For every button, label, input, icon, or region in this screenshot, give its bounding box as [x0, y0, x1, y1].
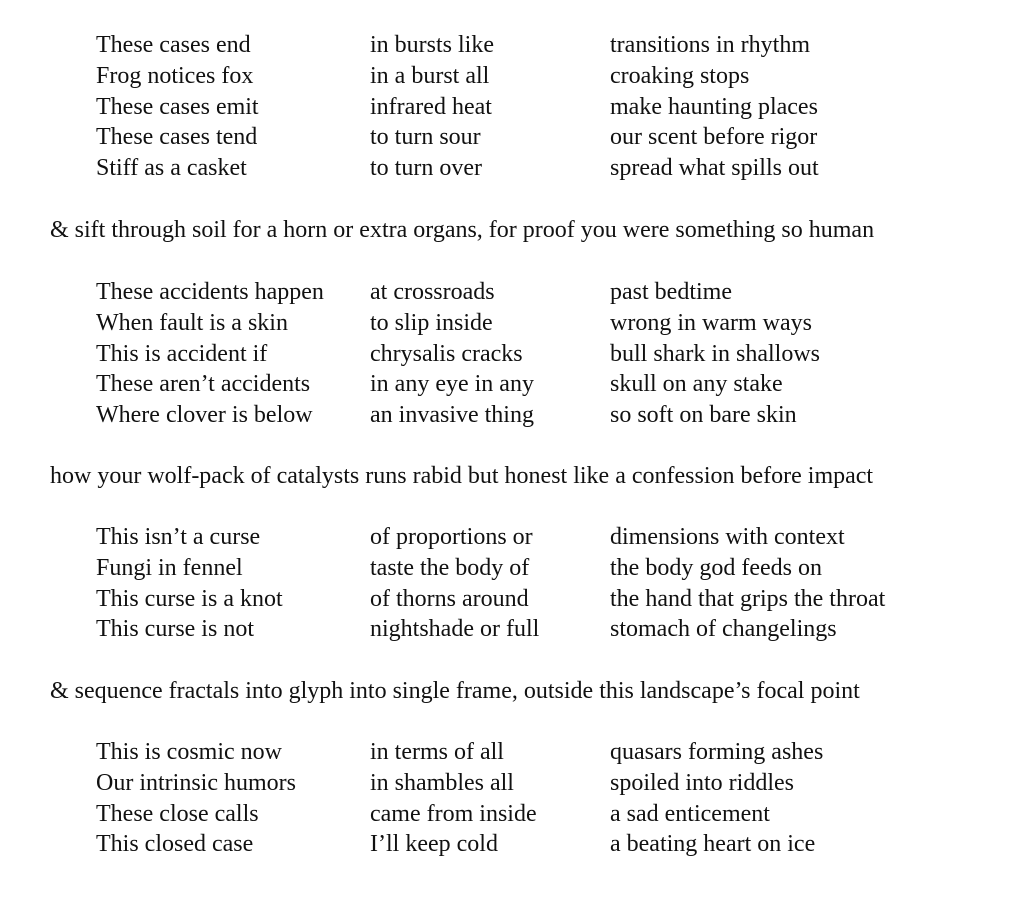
- line-col-3: the hand that grips the throat: [610, 585, 886, 612]
- line-col-1: Fungi in fennel: [96, 554, 243, 581]
- line-col-1: These close calls: [96, 800, 259, 827]
- poem-line: [96, 768, 996, 799]
- line-col-1: These cases end: [96, 32, 251, 58]
- poem-line: [96, 277, 996, 308]
- poem-line: [96, 400, 996, 431]
- line-col-1: These cases tend: [96, 124, 258, 151]
- stanza-1: [96, 30, 996, 184]
- stanza-4: [96, 737, 996, 860]
- line-col-1: Our intrinsic humors: [96, 769, 296, 796]
- poem-line: [96, 584, 996, 615]
- line-col-2: to turn over: [370, 155, 482, 181]
- poem-line: [96, 122, 996, 153]
- line-col-3: stomach of changelings: [610, 616, 837, 643]
- bridge-line-1: & sift through soil for a horn or extra organs, for proof you were something so human: [50, 217, 875, 243]
- line-col-3: skull on any stake: [610, 371, 783, 398]
- line-col-2: infrared heat: [370, 93, 492, 120]
- poem-line: [96, 339, 996, 370]
- line-col-1: This is cosmic now: [96, 739, 282, 765]
- poem-line: [96, 61, 996, 92]
- line-col-2: to turn sour: [370, 124, 481, 151]
- line-col-2: I’ll keep cold: [370, 831, 498, 858]
- line-col-1: These cases emit: [96, 93, 259, 120]
- poem-line: [96, 522, 996, 553]
- poem-line: [96, 829, 996, 860]
- bridge-line-3: & sequence fractals into glyph into single frame, outside this landscape’s focal point: [50, 678, 860, 704]
- line-col-3: a sad enticement: [610, 800, 770, 827]
- line-col-2: an invasive thing: [370, 402, 534, 428]
- line-col-2: in terms of all: [370, 739, 504, 765]
- line-col-2: in any eye in any: [370, 371, 534, 398]
- line-col-2: taste the body of: [370, 554, 530, 581]
- line-col-3: a beating heart on ice: [610, 831, 816, 858]
- line-col-3: make haunting places: [610, 93, 818, 120]
- poem-line: [96, 30, 996, 61]
- line-col-2: at crossroads: [370, 279, 495, 305]
- line-col-2: in bursts like: [370, 32, 494, 58]
- poem-line: [96, 553, 996, 584]
- line-col-2: of proportions or: [370, 524, 533, 550]
- line-col-1: These accidents happen: [96, 279, 324, 305]
- line-col-1: This is accident if: [96, 340, 268, 367]
- line-col-1: This closed case: [96, 831, 254, 858]
- stanza-3: [96, 522, 996, 645]
- poem-line: [96, 153, 996, 184]
- line-col-3: dimensions with context: [610, 524, 845, 550]
- line-col-1: These aren’t accidents: [96, 371, 311, 398]
- line-col-2: came from inside: [370, 800, 537, 827]
- line-col-2: of thorns around: [370, 585, 529, 612]
- line-col-2: chrysalis cracks: [370, 340, 523, 367]
- line-col-1: This curse is a knot: [96, 585, 283, 612]
- bridge-line-2: how your wolf-pack of catalysts runs rabid but honest like a confession before impact: [50, 463, 874, 489]
- line-col-2: to slip inside: [370, 309, 493, 336]
- line-col-1: Frog notices fox: [96, 62, 254, 89]
- line-col-3: croaking stops: [610, 62, 750, 89]
- line-col-3: bull shark in shallows: [610, 340, 820, 367]
- line-col-3: so soft on bare skin: [610, 402, 797, 428]
- stanza-2: [96, 277, 996, 431]
- poem-line: [96, 308, 996, 339]
- line-col-3: our scent before rigor: [610, 124, 818, 151]
- line-col-3: spoiled into riddles: [610, 769, 794, 796]
- poem-line: [96, 614, 996, 645]
- line-col-3: transitions in rhythm: [610, 32, 810, 58]
- line-col-3: past bedtime: [610, 279, 732, 305]
- line-col-1: This isn’t a curse: [96, 524, 261, 550]
- line-col-1: Where clover is below: [96, 402, 313, 428]
- poem-line: [96, 369, 996, 400]
- line-col-3: the body god feeds on: [610, 554, 822, 581]
- line-col-3: quasars forming ashes: [610, 739, 824, 765]
- line-col-1: This curse is not: [96, 616, 254, 643]
- line-col-2: in shambles all: [370, 769, 514, 796]
- line-col-2: nightshade or full: [370, 616, 540, 643]
- line-col-1: Stiff as a casket: [96, 155, 247, 181]
- line-col-3: spread what spills out: [610, 155, 819, 181]
- poem-line: [96, 737, 996, 768]
- poem-line: [96, 799, 996, 830]
- line-col-3: wrong in warm ways: [610, 309, 812, 336]
- line-col-1: When fault is a skin: [96, 309, 288, 336]
- poem-line: [96, 92, 996, 123]
- line-col-2: in a burst all: [370, 62, 490, 89]
